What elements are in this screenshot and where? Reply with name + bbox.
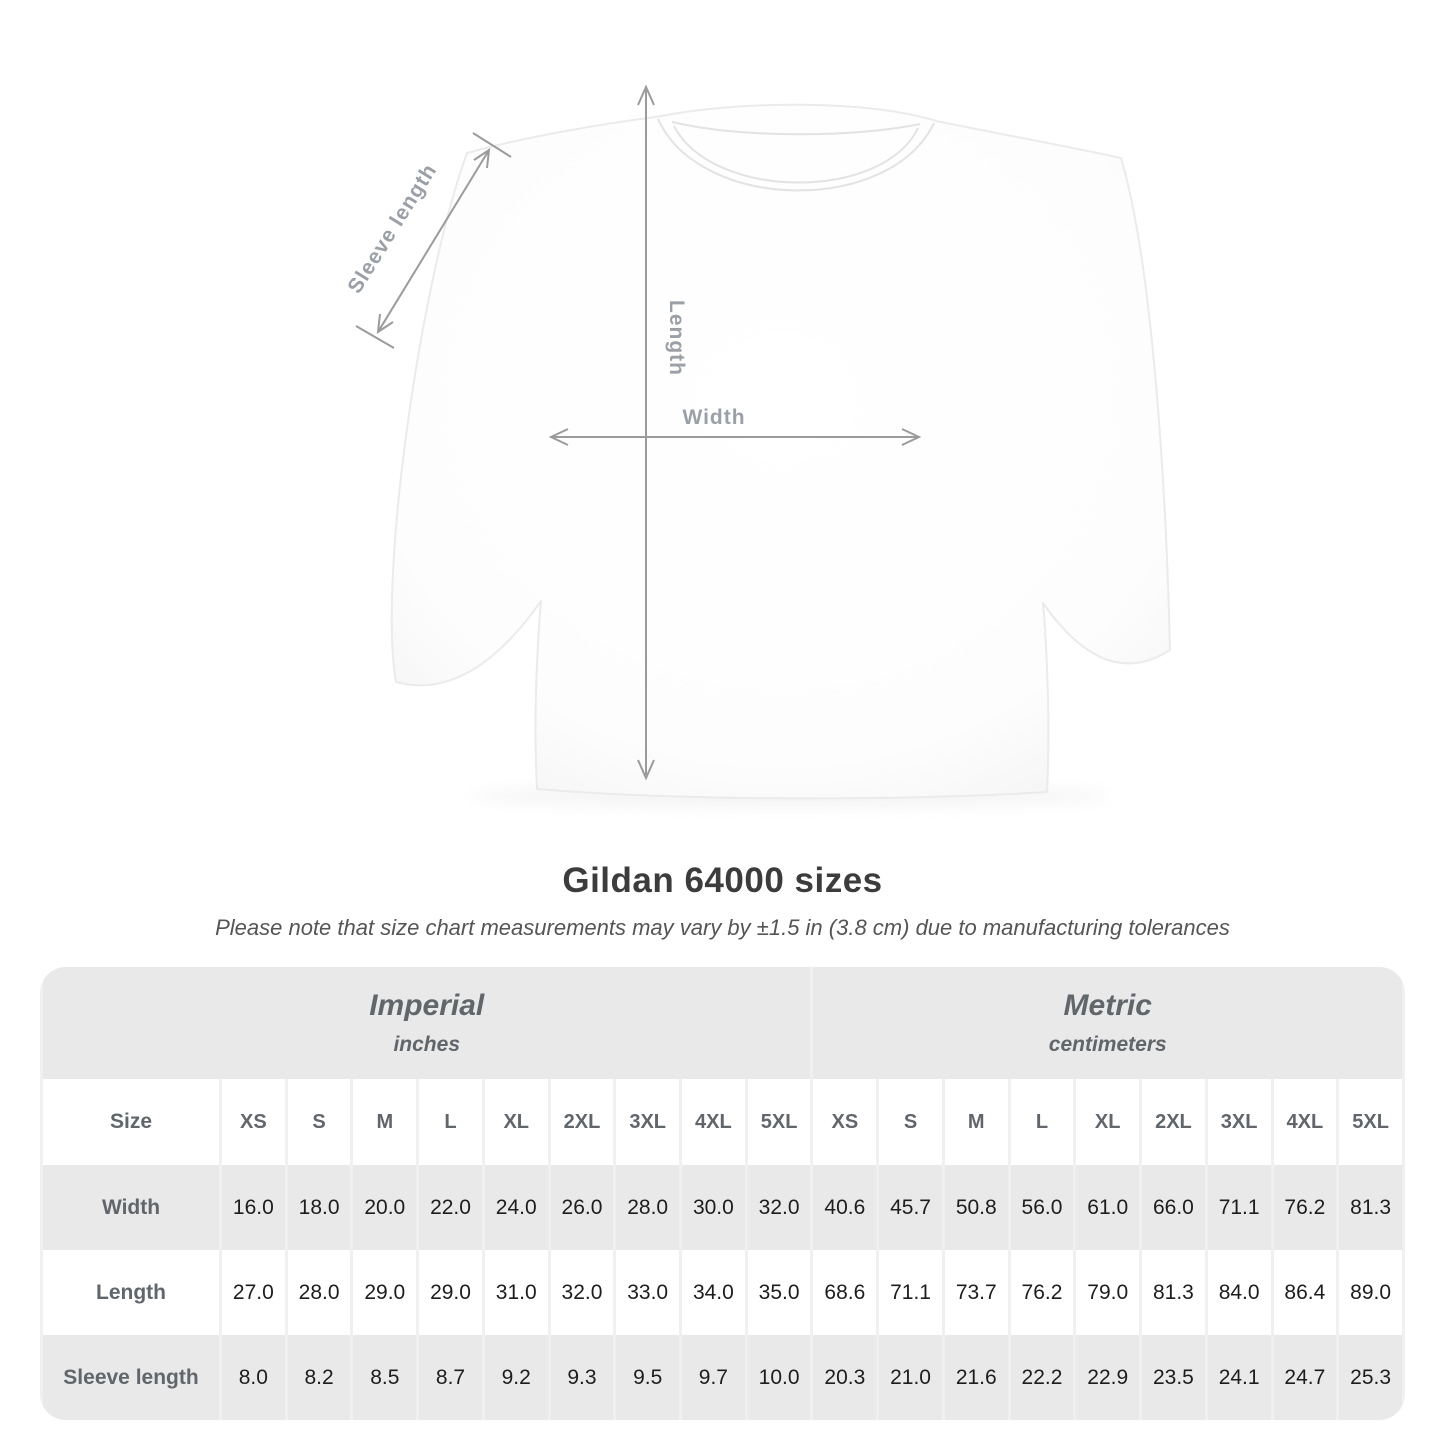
size-header-xl: XL bbox=[1076, 1079, 1139, 1165]
cell: 8.2 bbox=[288, 1335, 351, 1420]
cell: 68.6 bbox=[813, 1250, 876, 1335]
cell: 23.5 bbox=[1142, 1335, 1205, 1420]
cell: 79.0 bbox=[1076, 1250, 1139, 1335]
cell: 24.0 bbox=[485, 1165, 548, 1250]
table-row bbox=[43, 1165, 1402, 1250]
size-header-m: M bbox=[353, 1079, 416, 1165]
cell: 66.0 bbox=[1142, 1165, 1205, 1250]
cell: 89.0 bbox=[1339, 1250, 1402, 1335]
size-table bbox=[40, 967, 1405, 1420]
cell: 71.1 bbox=[879, 1250, 942, 1335]
cell: 10.0 bbox=[748, 1335, 811, 1420]
unit-header-row bbox=[43, 967, 1402, 1079]
size-header-xl: XL bbox=[485, 1079, 548, 1165]
cell: 26.0 bbox=[551, 1165, 614, 1250]
size-column-header: Size bbox=[43, 1079, 219, 1165]
metric-unit: centimeters bbox=[1048, 1033, 1167, 1056]
tolerance-note: Please note that size chart measurements may vary by ±1.5 in (3.8 cm) due to manufacturing tolerances bbox=[215, 915, 1230, 940]
cell: 71.1 bbox=[1208, 1165, 1271, 1250]
cell: 56.0 bbox=[1011, 1165, 1074, 1250]
cell: 8.7 bbox=[419, 1335, 482, 1420]
imperial-unit: inches bbox=[393, 1033, 460, 1056]
cell: 9.2 bbox=[485, 1335, 548, 1420]
cell: 24.1 bbox=[1208, 1335, 1271, 1420]
cell: 34.0 bbox=[682, 1250, 745, 1335]
cell: 20.0 bbox=[353, 1165, 416, 1250]
size-table-container bbox=[40, 967, 1405, 1420]
cell: 20.3 bbox=[813, 1335, 876, 1420]
cell: 22.2 bbox=[1011, 1335, 1074, 1420]
cell: 29.0 bbox=[419, 1250, 482, 1335]
cell: 40.6 bbox=[813, 1165, 876, 1250]
size-header-3xl: 3XL bbox=[1208, 1079, 1271, 1165]
size-header-xs: XS bbox=[813, 1079, 876, 1165]
cell: 9.3 bbox=[551, 1335, 614, 1420]
size-header-3xl: 3XL bbox=[616, 1079, 679, 1165]
cell: 25.3 bbox=[1339, 1335, 1402, 1420]
cell: 81.3 bbox=[1142, 1250, 1205, 1335]
size-header-5xl: 5XL bbox=[748, 1079, 811, 1165]
cell: 84.0 bbox=[1208, 1250, 1271, 1335]
cell: 30.0 bbox=[682, 1165, 745, 1250]
size-header-2xl: 2XL bbox=[551, 1079, 614, 1165]
sleeve-length-label: Sleeve length bbox=[343, 159, 442, 298]
metric-header bbox=[813, 967, 1402, 1079]
cell: 27.0 bbox=[222, 1250, 285, 1335]
cell: 22.9 bbox=[1076, 1335, 1139, 1420]
cell: 86.4 bbox=[1274, 1250, 1337, 1335]
size-header-2xl: 2XL bbox=[1142, 1079, 1205, 1165]
width-label: Width bbox=[682, 406, 746, 429]
cell: 8.5 bbox=[353, 1335, 416, 1420]
cell: 29.0 bbox=[353, 1250, 416, 1335]
cell: 22.0 bbox=[419, 1165, 482, 1250]
metric-title: Metric bbox=[1063, 989, 1152, 1022]
imperial-title: Imperial bbox=[369, 989, 485, 1022]
cell: 61.0 bbox=[1076, 1165, 1139, 1250]
size-header-4xl: 4XL bbox=[682, 1079, 745, 1165]
cell: 50.8 bbox=[945, 1165, 1008, 1250]
row-label: Sleeve length bbox=[43, 1335, 219, 1420]
cell: 31.0 bbox=[485, 1250, 548, 1335]
size-header-4xl: 4XL bbox=[1274, 1079, 1337, 1165]
tshirt-image bbox=[392, 105, 1170, 799]
row-label: Length bbox=[43, 1250, 219, 1335]
size-header-l: L bbox=[419, 1079, 482, 1165]
cell: 45.7 bbox=[879, 1165, 942, 1250]
cell: 35.0 bbox=[748, 1250, 811, 1335]
cell: 32.0 bbox=[551, 1250, 614, 1335]
cell: 33.0 bbox=[616, 1250, 679, 1335]
size-header-row bbox=[43, 1079, 1402, 1165]
size-header-xs: XS bbox=[222, 1079, 285, 1165]
imperial-header bbox=[43, 967, 810, 1079]
cell: 21.0 bbox=[879, 1335, 942, 1420]
cell: 8.0 bbox=[222, 1335, 285, 1420]
cell: 18.0 bbox=[288, 1165, 351, 1250]
cell: 76.2 bbox=[1274, 1165, 1337, 1250]
cell: 76.2 bbox=[1011, 1250, 1074, 1335]
size-header-s: S bbox=[879, 1079, 942, 1165]
table-row bbox=[43, 1335, 1402, 1420]
cell: 16.0 bbox=[222, 1165, 285, 1250]
size-header-m: M bbox=[945, 1079, 1008, 1165]
cell: 24.7 bbox=[1274, 1335, 1337, 1420]
cell: 9.7 bbox=[682, 1335, 745, 1420]
size-header-l: L bbox=[1011, 1079, 1074, 1165]
cell: 9.5 bbox=[616, 1335, 679, 1420]
cell: 28.0 bbox=[288, 1250, 351, 1335]
cell: 81.3 bbox=[1339, 1165, 1402, 1250]
row-label: Width bbox=[43, 1165, 219, 1250]
page-title: Gildan 64000 sizes bbox=[562, 861, 883, 900]
size-header-s: S bbox=[288, 1079, 351, 1165]
cell: 21.6 bbox=[945, 1335, 1008, 1420]
table-row bbox=[43, 1250, 1402, 1335]
cell: 73.7 bbox=[945, 1250, 1008, 1335]
length-label: Length bbox=[665, 300, 688, 376]
cell: 32.0 bbox=[748, 1165, 811, 1250]
size-header-5xl: 5XL bbox=[1339, 1079, 1402, 1165]
cell: 28.0 bbox=[616, 1165, 679, 1250]
